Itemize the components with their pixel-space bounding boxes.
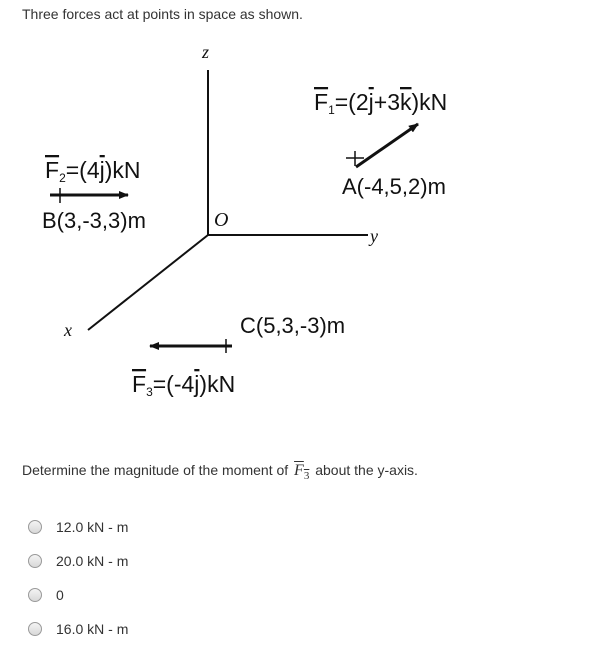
option-3[interactable]	[28, 578, 128, 612]
option-4-label: 16.0 kN - m	[56, 621, 129, 637]
question-prefix: Determine the magnitude of the moment of	[22, 462, 289, 478]
force-diagram	[0, 30, 604, 430]
svg-text:F2=(4j)kN	[45, 157, 141, 185]
option-1-radio[interactable]	[28, 520, 42, 534]
z-axis-label: z	[202, 42, 210, 62]
f1-subscript: 1	[328, 103, 335, 117]
x-axis	[88, 235, 208, 330]
force-f1	[314, 89, 447, 199]
f2-symbol: F	[45, 157, 60, 183]
force-f2	[42, 157, 146, 233]
force-f3	[132, 313, 345, 399]
point-a-label: A(-4,5,2)m	[342, 174, 446, 199]
option-1-label: 12.0 kN - m	[56, 519, 129, 535]
f2-subscript: 2	[59, 171, 66, 185]
svg-text:F1=(2j+3k)kN	[314, 89, 447, 117]
question-vector: $F_3$	[294, 462, 310, 483]
f1-j: j	[368, 89, 374, 115]
f3-subscript: 3	[146, 385, 153, 399]
option-3-label: 0	[56, 587, 64, 603]
f2-unit: )kN	[104, 157, 141, 183]
f1-k: k	[400, 89, 412, 115]
f3-unit: )kN	[199, 371, 236, 397]
x-axis-label: x	[64, 320, 72, 340]
f1-expr-open: =(2	[334, 89, 369, 115]
f1-arrow	[356, 124, 418, 167]
f3-j: j	[194, 371, 200, 397]
f1-plus: +3	[373, 89, 400, 115]
f3-symbol: F	[132, 371, 147, 397]
origin-label: O	[214, 209, 229, 231]
option-1[interactable]	[28, 510, 128, 544]
option-3-radio[interactable]	[28, 588, 42, 602]
svg-text:F3=(-4j)kN	[132, 371, 235, 399]
point-b-label: B(3,-3,3)m	[42, 208, 146, 233]
option-4-radio[interactable]	[28, 622, 42, 636]
question-text	[22, 462, 418, 482]
y-axis-label: y	[370, 226, 378, 246]
f1-unit: )kN	[411, 89, 448, 115]
option-2[interactable]	[28, 544, 128, 578]
option-4[interactable]	[28, 612, 128, 646]
answer-options	[28, 510, 128, 646]
option-2-label: 20.0 kN - m	[56, 553, 129, 569]
intro-text: Three forces act at points in space as shown.	[22, 6, 303, 22]
f1-symbol: F	[314, 89, 329, 115]
f2-j: j	[99, 157, 105, 183]
f2-expr-open: =(4	[65, 157, 100, 183]
question-suffix: about the y-axis.	[315, 462, 418, 478]
option-2-radio[interactable]	[28, 554, 42, 568]
point-c-label: C(5,3,-3)m	[240, 313, 346, 338]
f3-expr-open: =(-4	[152, 371, 195, 397]
